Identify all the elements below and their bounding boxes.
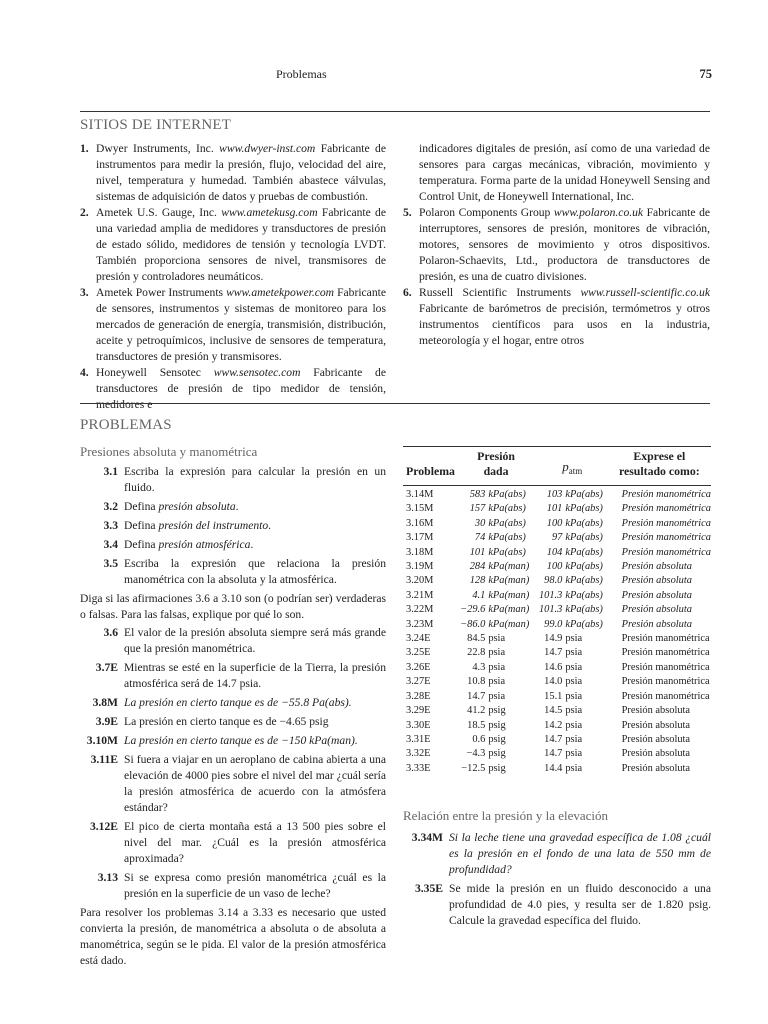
- cell-patm-unit: kPa(abs): [565, 575, 603, 587]
- site-name: Ametek U.S. Gauge, Inc.: [96, 206, 222, 219]
- column-header-exprese-line1: Exprese el: [633, 449, 686, 463]
- site-name: Ametek Power Instruments: [96, 286, 227, 299]
- site-item: [80, 285, 386, 365]
- column-header-problema: Problema: [406, 464, 455, 478]
- cell-given-value: −12.5: [461, 762, 486, 774]
- cell-problem: 3.29E: [406, 705, 431, 717]
- cell-result-type: Presión manométrica: [621, 517, 711, 529]
- table-header-row: [403, 447, 711, 486]
- cell-given-value: 30: [474, 517, 486, 529]
- column-header-exprese-line2: resultado como:: [618, 464, 700, 478]
- site-url[interactable]: www.russell-scientific.co.uk: [580, 286, 710, 299]
- problem-item: [80, 733, 386, 749]
- subsection-title: Presiones absoluta y manométrica: [80, 444, 258, 459]
- cell-result-type: Presión absoluta: [621, 604, 692, 616]
- running-head: [80, 66, 710, 82]
- cell-patm-value: 14.9: [544, 633, 563, 645]
- cell-result-type: Presión manométrica: [621, 690, 710, 702]
- problem-number: 3.9E: [95, 715, 118, 728]
- cell-given-value: 157: [469, 503, 486, 515]
- cell-patm-unit: kPa(abs): [565, 517, 603, 529]
- cell-given-value: −29.6: [460, 604, 486, 616]
- site-description: Fabricante de una variedad amplia de medidores y transductores de presión de estado sólido, medidores de tensión y tecnología LVDT. También proporciona sensores de nivel, transmisores de presión y controladores neumáticos.: [96, 206, 386, 283]
- cell-given-value: 4.3: [472, 661, 486, 673]
- cell-given-unit: kPa(man): [488, 575, 530, 587]
- cell-problem: 3.32E: [406, 748, 431, 760]
- site-item: [403, 205, 710, 285]
- cell-given-value: 41.2: [467, 705, 486, 717]
- cell-patm-value: 101.3: [538, 589, 563, 601]
- site-url[interactable]: www.ametekusg.com: [221, 206, 318, 219]
- cell-problem: 3.14M: [406, 489, 434, 500]
- site-number: 5.: [403, 206, 412, 219]
- cell-given-value: 10.8: [467, 676, 486, 688]
- problem-term: presión atmosférica: [158, 538, 251, 551]
- cell-given-unit: kPa(man): [488, 604, 530, 616]
- cell-result-type: Presión absoluta: [621, 762, 691, 774]
- column-header-presion-line1: Presión: [477, 449, 515, 463]
- problem-item: [80, 556, 386, 588]
- cell-problem: 3.21M: [406, 589, 434, 601]
- problem-item: [80, 819, 386, 867]
- table-row: [403, 690, 711, 704]
- cell-result-type: Presión absoluta: [621, 705, 691, 717]
- table-row: [403, 733, 711, 747]
- cell-problem: 3.27E: [406, 676, 431, 688]
- cell-patm-unit: kPa(abs): [565, 546, 603, 558]
- cell-given-value: 284: [469, 561, 486, 573]
- site-item: [80, 365, 386, 413]
- cell-given-unit: psia: [488, 647, 506, 659]
- problem-text: Escriba la expresión que relaciona la presión manométrica con la absoluta y la atmosférica.: [124, 557, 386, 586]
- cell-problem: 3.24E: [406, 633, 431, 645]
- site-name: Dwyer Instruments, Inc.: [96, 142, 220, 155]
- cell-given-value: 128: [469, 575, 486, 587]
- problem-text: El valor de la presión absoluta siempre será más grande que la presión manométrica.: [124, 626, 386, 655]
- cell-given-value: 74: [474, 532, 486, 544]
- column-header-exprese: [608, 447, 711, 486]
- table-row: [403, 747, 711, 761]
- cell-given-unit: psig: [488, 762, 506, 774]
- cell-patm-value: 104: [546, 546, 563, 558]
- problem-text: Defina: [124, 500, 159, 513]
- cell-problem: 3.16M: [406, 517, 434, 529]
- cell-given-unit: psig: [488, 733, 506, 745]
- table-row: [403, 661, 711, 675]
- cell-problem: 3.26E: [406, 661, 431, 673]
- problem-number: 3.34M: [411, 831, 443, 844]
- problem-item: [80, 537, 386, 553]
- site-description: indicadores digitales de presión, así como de una variedad de sensores para cargas mecánicas, vibración, movimiento y temperatura. Forma parte de la unidad Honeywell Sensing and Control Unit, de Honeywell International, Inc.: [419, 142, 710, 203]
- cell-problem: 3.20M: [406, 575, 434, 587]
- cell-patm-unit: psia: [565, 633, 583, 645]
- problem-item: [80, 660, 386, 692]
- cell-given-unit: psig: [488, 719, 506, 731]
- header-rule: [80, 111, 710, 112]
- cell-result-type: Presión manométrica: [621, 661, 710, 673]
- table-row: [403, 486, 711, 503]
- cell-problem: 3.23M: [406, 618, 434, 630]
- cell-problem: 3.31E: [406, 733, 431, 745]
- cell-result-type: Presión manométrica: [621, 546, 711, 558]
- cell-given-value: 0.6: [472, 733, 486, 745]
- cell-given-value: −4.3: [466, 748, 486, 760]
- problem-item: [80, 464, 386, 496]
- problem-item: [80, 518, 386, 534]
- site-description: Fabricante de instrumentos para medir la presión, flujo, velocidad del aire, nivel, temperatura y humedad. También abastece válvulas, sistemas de adquisición de datos y pruebas de combustión.: [96, 142, 386, 203]
- problem-number: 3.12E: [89, 820, 118, 833]
- cell-patm-value: 99.0: [544, 618, 563, 630]
- cell-patm-unit: psia: [565, 733, 583, 745]
- cell-patm-unit: kPa(abs): [565, 503, 603, 515]
- pressure-table: [403, 446, 711, 776]
- problem-text: Si la leche tiene una gravedad específica de 1.08 ¿cuál es la presión en el fondo de una lata de 550 mm de profundidad?: [449, 831, 711, 876]
- cell-given-unit: psia: [488, 661, 506, 673]
- site-description: Fabricante de barómetros de precisión, termómetros y otros instrumentos científicos para usos en la industria, meteorología y el hogar, entre otros: [419, 302, 710, 347]
- table-row: [403, 546, 711, 560]
- table-row: [403, 531, 711, 545]
- site-number: 6.: [403, 286, 412, 299]
- problemas-left-column: [80, 444, 386, 969]
- site-name: Russell Scientific Instruments: [419, 286, 581, 299]
- problem-item: [403, 881, 711, 929]
- site-description: Fabricante de sensores, instrumentos y sistemas de monitoreo para los mercados de generación de energía, transmisión, distribución, aceite y petroquímicos, inclusive de sensores de temperatura, transductores de presión y transmisores.: [96, 286, 386, 363]
- problem-number: 3.11E: [90, 753, 118, 766]
- problem-text: Mientras se esté en la superficie de la Tierra, la presión atmosférica será de 14.7 psia.: [124, 661, 386, 690]
- cell-given-value: 18.5: [467, 719, 486, 731]
- cell-result-type: Presión manométrica: [621, 503, 711, 515]
- table-row: [403, 646, 711, 660]
- table-row: [403, 762, 711, 776]
- cell-patm-unit: psia: [565, 661, 583, 673]
- cell-given-unit: kPa(abs): [488, 503, 526, 515]
- cell-problem: 3.25E: [406, 647, 431, 659]
- cell-given-unit: psig: [488, 748, 506, 760]
- table-row: [403, 589, 711, 603]
- problem-item: [80, 625, 386, 657]
- cell-given-value: 583: [469, 489, 486, 500]
- problem-text: Defina: [124, 538, 159, 551]
- cell-result-type: Presión absoluta: [621, 733, 691, 745]
- cell-patm-value: 98.0: [544, 575, 563, 587]
- cell-patm-unit: psia: [565, 676, 583, 688]
- pressure-table-body: [403, 486, 711, 777]
- cell-problem: 3.19M: [406, 561, 434, 573]
- problem-number: 3.2: [103, 500, 118, 513]
- cell-result-type: Presión absoluta: [621, 589, 692, 601]
- table-row: [403, 603, 711, 617]
- cell-patm-value: 100: [546, 517, 563, 529]
- site-url[interactable]: www.sensotec.com: [213, 366, 301, 379]
- cell-given-value: −86.0: [460, 618, 486, 630]
- cell-result-type: Presión absoluta: [621, 748, 691, 760]
- site-description: Fabricante de transductores de presión de tipo medidor de tensión, medidores e: [96, 366, 386, 411]
- cell-given-unit: kPa(abs): [488, 532, 526, 544]
- cell-patm-unit: psia: [565, 690, 583, 702]
- table-row: [403, 618, 711, 632]
- cell-given-unit: psia: [488, 676, 506, 688]
- problem-text: El pico de cierta montaña está a 13 500 pies sobre el nivel del mar. ¿Cuál es la presión atmosférica aproximada?: [124, 820, 386, 865]
- cell-problem: 3.22M: [406, 604, 434, 616]
- sitios-left-column: [80, 141, 386, 413]
- problem-item: [80, 695, 386, 711]
- problem-number: 3.7E: [95, 661, 118, 674]
- site-description: Fabricante de interruptores, sensores de presión, monitores de vibración, motores, sensores de movimiento y otros dispositivos. Polaron-Schaevits, Ltd., productora de transductores de presión, es una de cuatro divisiones.: [419, 206, 711, 283]
- site-number: 3.: [80, 286, 89, 299]
- table-row: [403, 574, 711, 588]
- cell-patm-unit: kPa(abs): [565, 489, 603, 500]
- cell-given-value: 84.5: [467, 633, 486, 645]
- cell-given-unit: psig: [488, 705, 506, 717]
- cell-patm-value: 14.7: [544, 647, 563, 659]
- problem-text-end: .: [235, 500, 239, 513]
- patm-subscript: atm: [568, 466, 583, 476]
- cell-problem: 3.28E: [406, 690, 431, 702]
- cell-result-type: Presión manométrica: [621, 633, 710, 645]
- cell-patm-unit: psia: [565, 647, 583, 659]
- cell-result-type: Presión manométrica: [621, 532, 711, 544]
- cell-result-type: Presión absoluta: [621, 719, 691, 731]
- problemas-right-column: [403, 808, 711, 929]
- cell-result-type: Presión manométrica: [621, 489, 711, 500]
- problem-number: 3.10M: [86, 734, 118, 747]
- instructions-paragraph: Para resolver los problemas 3.14 a 3.33 es necesario que usted convierta la presión, de manométrica a absoluta o de absoluta a manométrica, según se le pida. El valor de la presión atmosférica está dado.: [80, 906, 386, 967]
- page-number: 75: [699, 67, 712, 81]
- problem-text: Escriba la expresión para calcular la presión en un fluido.: [124, 465, 386, 494]
- site-number: [403, 141, 419, 205]
- problem-number: 3.6: [103, 626, 118, 639]
- instructions-paragraph: Diga si las afirmaciones 3.6 a 3.10 son (o podrían ser) verdaderas o falsas. Para las falsas, explique por qué lo son.: [80, 592, 386, 621]
- problem-item: [80, 752, 386, 816]
- problem-text-end: .: [250, 538, 254, 551]
- problem-number: 3.8M: [92, 696, 118, 709]
- cell-result-type: Presión absoluta: [621, 561, 692, 573]
- cell-patm-unit: psia: [565, 705, 583, 717]
- problem-term: presión absoluta: [158, 500, 236, 513]
- cell-result-type: Presión absoluta: [621, 618, 692, 630]
- cell-patm-value: 101: [546, 503, 563, 515]
- cell-given-value: 22.8: [467, 647, 486, 659]
- cell-given-unit: kPa(man): [488, 618, 530, 630]
- cell-patm-value: 14.7: [544, 733, 563, 745]
- cell-patm-value: 101.3: [538, 604, 563, 616]
- site-url[interactable]: www.polaron.co.uk: [553, 206, 644, 219]
- problem-term: presión del instrumento: [158, 519, 269, 532]
- cell-patm-value: 14.5: [544, 705, 563, 717]
- site-url[interactable]: www.dwyer-inst.com: [219, 142, 316, 155]
- cell-problem: 3.33E: [406, 762, 431, 774]
- table-row: [403, 719, 711, 733]
- column-header-patm: [537, 447, 608, 486]
- running-head-title: Problemas: [276, 67, 327, 81]
- site-item: [403, 285, 710, 349]
- patm-symbol: p: [562, 459, 569, 474]
- problem-text: La presión en cierto tanque es de −4.65 psig: [124, 715, 329, 728]
- cell-problem: 3.30E: [406, 719, 431, 731]
- cell-result-type: Presión manométrica: [621, 676, 710, 688]
- problem-number: 3.1: [103, 465, 118, 478]
- cell-problem: 3.18M: [406, 546, 434, 558]
- cell-problem: 3.17M: [406, 532, 434, 544]
- cell-given-unit: kPa(abs): [488, 546, 526, 558]
- problem-number: 3.4: [103, 538, 118, 551]
- cell-given-unit: kPa(abs): [488, 489, 526, 500]
- table-row: [403, 675, 711, 689]
- problem-item: [80, 714, 386, 730]
- cell-given-unit: psia: [488, 690, 506, 702]
- site-number: 4.: [80, 366, 89, 379]
- cell-patm-value: 14.6: [544, 661, 563, 673]
- column-header-presion-line2: dada: [483, 464, 509, 478]
- section-rule: [80, 403, 710, 404]
- site-number: 2.: [80, 206, 89, 219]
- cell-patm-unit: kPa(abs): [565, 532, 603, 544]
- problem-text: Se mide la presión en un fluido desconocido a una profundidad de 4.0 pies, y resulta ser de 1.820 psig. Calcule la gravedad específica del fluido.: [449, 882, 711, 927]
- cell-patm-unit: kPa(abs): [565, 561, 603, 573]
- cell-result-type: Presión absoluta: [621, 575, 692, 587]
- cell-given-value: 4.1: [472, 589, 486, 601]
- section-title-sitios: SITIOS DE INTERNET: [80, 117, 232, 133]
- cell-given-unit: psia: [488, 633, 506, 645]
- problem-text: La presión en cierto tanque es de −150 kPa(man).: [124, 734, 358, 747]
- cell-problem: 3.15M: [406, 503, 434, 515]
- cell-patm-unit: kPa(abs): [565, 589, 603, 601]
- sitios-right-column: [403, 141, 710, 349]
- cell-patm-unit: kPa(abs): [565, 604, 603, 616]
- cell-patm-value: 15.1: [544, 690, 563, 702]
- cell-given-unit: kPa(abs): [488, 517, 526, 529]
- cell-patm-value: 14.4: [544, 762, 563, 774]
- site-item: [80, 141, 386, 205]
- problem-text: Defina: [124, 519, 159, 532]
- column-header-presion: [455, 447, 537, 486]
- table-row: [403, 560, 711, 574]
- site-item-continued: [403, 141, 710, 205]
- section-title-problemas: PROBLEMAS: [80, 417, 172, 433]
- cell-patm-value: 14.7: [544, 748, 563, 760]
- cell-patm-value: 97: [551, 532, 563, 544]
- cell-patm-value: 103: [546, 489, 563, 500]
- problem-item: [80, 499, 386, 515]
- problem-item: [403, 830, 711, 878]
- cell-patm-unit: kPa(abs): [565, 618, 603, 630]
- table-row: [403, 704, 711, 718]
- cell-patm-value: 14.2: [544, 719, 563, 731]
- cell-given-value: 14.7: [467, 690, 486, 702]
- subsection-title: Relación entre la presión y la elevación: [403, 808, 609, 823]
- problem-number: 3.3: [103, 519, 118, 532]
- problem-text: Si se expresa como presión manométrica ¿cuál es la presión en la superficie de un vaso de leche?: [124, 871, 386, 900]
- cell-patm-unit: psia: [565, 762, 583, 774]
- site-number: 1.: [80, 142, 89, 155]
- problem-item: [80, 870, 386, 902]
- cell-result-type: Presión manométrica: [621, 647, 710, 659]
- site-url[interactable]: www.ametekpower.com: [226, 286, 335, 299]
- cell-patm-unit: psia: [565, 719, 583, 731]
- problem-text-end: .: [268, 519, 272, 532]
- cell-patm-value: 100: [546, 561, 563, 573]
- problem-number: 3.13: [97, 871, 118, 884]
- site-name: Polaron Components Group: [419, 206, 554, 219]
- problem-text: Si fuera a viajar en un aeroplano de cabina abierta a una elevación de 4000 pies sobre el nivel del mar ¿cuál sería la presión atmosférica de acuerdo con la atmósfera estándar?: [124, 753, 386, 814]
- table-row: [403, 632, 711, 646]
- cell-given-value: 101: [469, 546, 486, 558]
- site-name: Honeywell Sensotec: [96, 366, 214, 379]
- site-item: [80, 205, 386, 285]
- table-row: [403, 517, 711, 531]
- cell-given-unit: kPa(man): [488, 589, 530, 601]
- cell-patm-value: 14.0: [544, 676, 563, 688]
- cell-patm-unit: psia: [565, 748, 583, 760]
- problem-number: 3.5: [103, 557, 118, 570]
- problem-number: 3.35E: [414, 882, 443, 895]
- cell-given-unit: kPa(man): [488, 561, 530, 573]
- table-row: [403, 502, 711, 516]
- problem-text: La presión en cierto tanque es de −55.8 Pa(abs).: [124, 696, 352, 709]
